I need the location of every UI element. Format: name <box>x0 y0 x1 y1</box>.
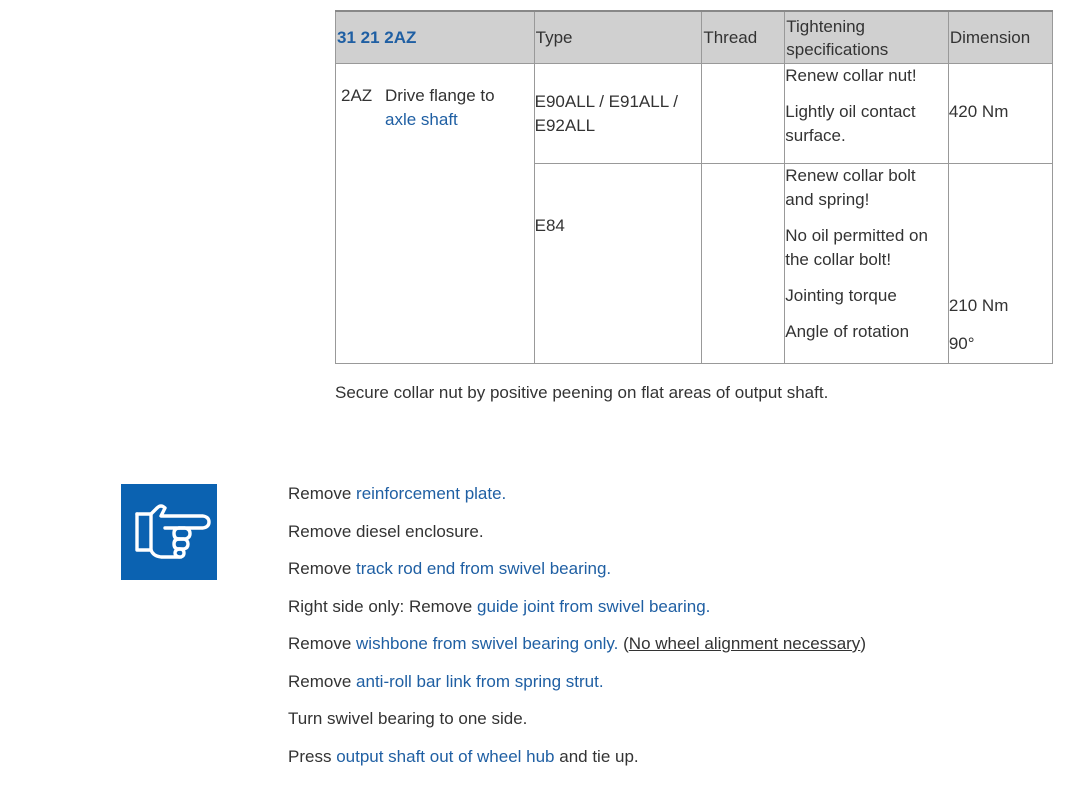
tightening-spec-table <box>335 10 1053 364</box>
step-text: Remove diesel enclosure. <box>288 521 484 541</box>
spec-text: Jointing torque <box>785 286 897 305</box>
header-tightening: Tightening specifications <box>785 11 949 64</box>
step-text: ( <box>618 634 629 653</box>
spec-cell <box>785 164 949 364</box>
step-text: Turn swivel bearing to one side. <box>288 709 528 728</box>
operation-cell <box>336 64 535 364</box>
step-text: Remove <box>288 671 357 691</box>
list-item <box>288 746 866 784</box>
spec-text: Angle of rotation <box>785 322 910 341</box>
list-item <box>288 633 866 671</box>
guide-joint-link[interactable]: guide joint from swivel bearing. <box>476 596 711 616</box>
pointing-hand-icon-svg <box>121 484 217 580</box>
list-item <box>288 708 866 746</box>
list-item <box>288 558 866 596</box>
type-cell: E84 <box>534 164 702 364</box>
step-text: Remove <box>288 559 357 578</box>
spec-text: Renew collar bolt and spring! <box>785 166 916 209</box>
table-row <box>336 64 1053 164</box>
spec-text: Renew collar nut! <box>785 66 917 85</box>
step-text: Remove <box>288 484 357 503</box>
header-type: Type <box>534 11 702 64</box>
step-text: ) <box>860 634 866 653</box>
pointing-hand-icon <box>121 484 217 580</box>
axle-shaft-link[interactable]: axle shaft <box>385 110 458 129</box>
list-item <box>288 483 866 521</box>
type-cell: E90ALL / E91ALL / E92ALL <box>534 64 702 164</box>
step-text: and tie up. <box>554 746 639 766</box>
list-item <box>288 671 866 709</box>
anti-roll-bar-link[interactable]: anti-roll bar link from spring strut. <box>356 671 604 691</box>
operation-description <box>385 84 525 132</box>
procedure-steps <box>288 483 866 783</box>
header-code: 31 21 2AZ <box>336 11 535 64</box>
peening-note: Secure collar nut by positive peening on flat areas of output shaft. <box>335 383 829 402</box>
list-item <box>288 521 866 559</box>
thread-cell <box>702 64 785 164</box>
list-item <box>288 596 866 634</box>
header-thread: Thread <box>702 11 785 64</box>
track-rod-end-link[interactable]: track rod end from swivel bearing. <box>356 559 612 578</box>
step-text: Right side only: Remove <box>288 596 477 616</box>
wheel-alignment-link[interactable]: No wheel alignment necessary <box>628 634 861 653</box>
dimension-cell: 420 Nm <box>948 64 1052 164</box>
thread-cell <box>702 164 785 364</box>
spec-cell <box>785 64 949 164</box>
spec-text: Lightly oil contact surface. <box>785 102 916 145</box>
operation-code: 2AZ <box>341 86 373 105</box>
dimension-angle: 90° <box>948 334 975 353</box>
dimension-cell <box>948 164 1052 364</box>
header-dimension: Dimension <box>948 11 1052 64</box>
output-shaft-link[interactable]: output shaft out of wheel hub <box>336 746 555 766</box>
step-text: Press <box>288 746 337 766</box>
table-header-row <box>336 11 1053 64</box>
wishbone-link[interactable]: wishbone from swivel bearing only. <box>356 634 619 653</box>
reinforcement-plate-link[interactable]: reinforcement plate. <box>356 484 507 503</box>
spec-text: No oil permitted on the collar bolt! <box>785 226 928 269</box>
dimension-torque: 210 Nm <box>948 296 1009 315</box>
operation-desc-text: Drive flange to <box>385 86 495 105</box>
step-text: Remove <box>288 634 357 653</box>
